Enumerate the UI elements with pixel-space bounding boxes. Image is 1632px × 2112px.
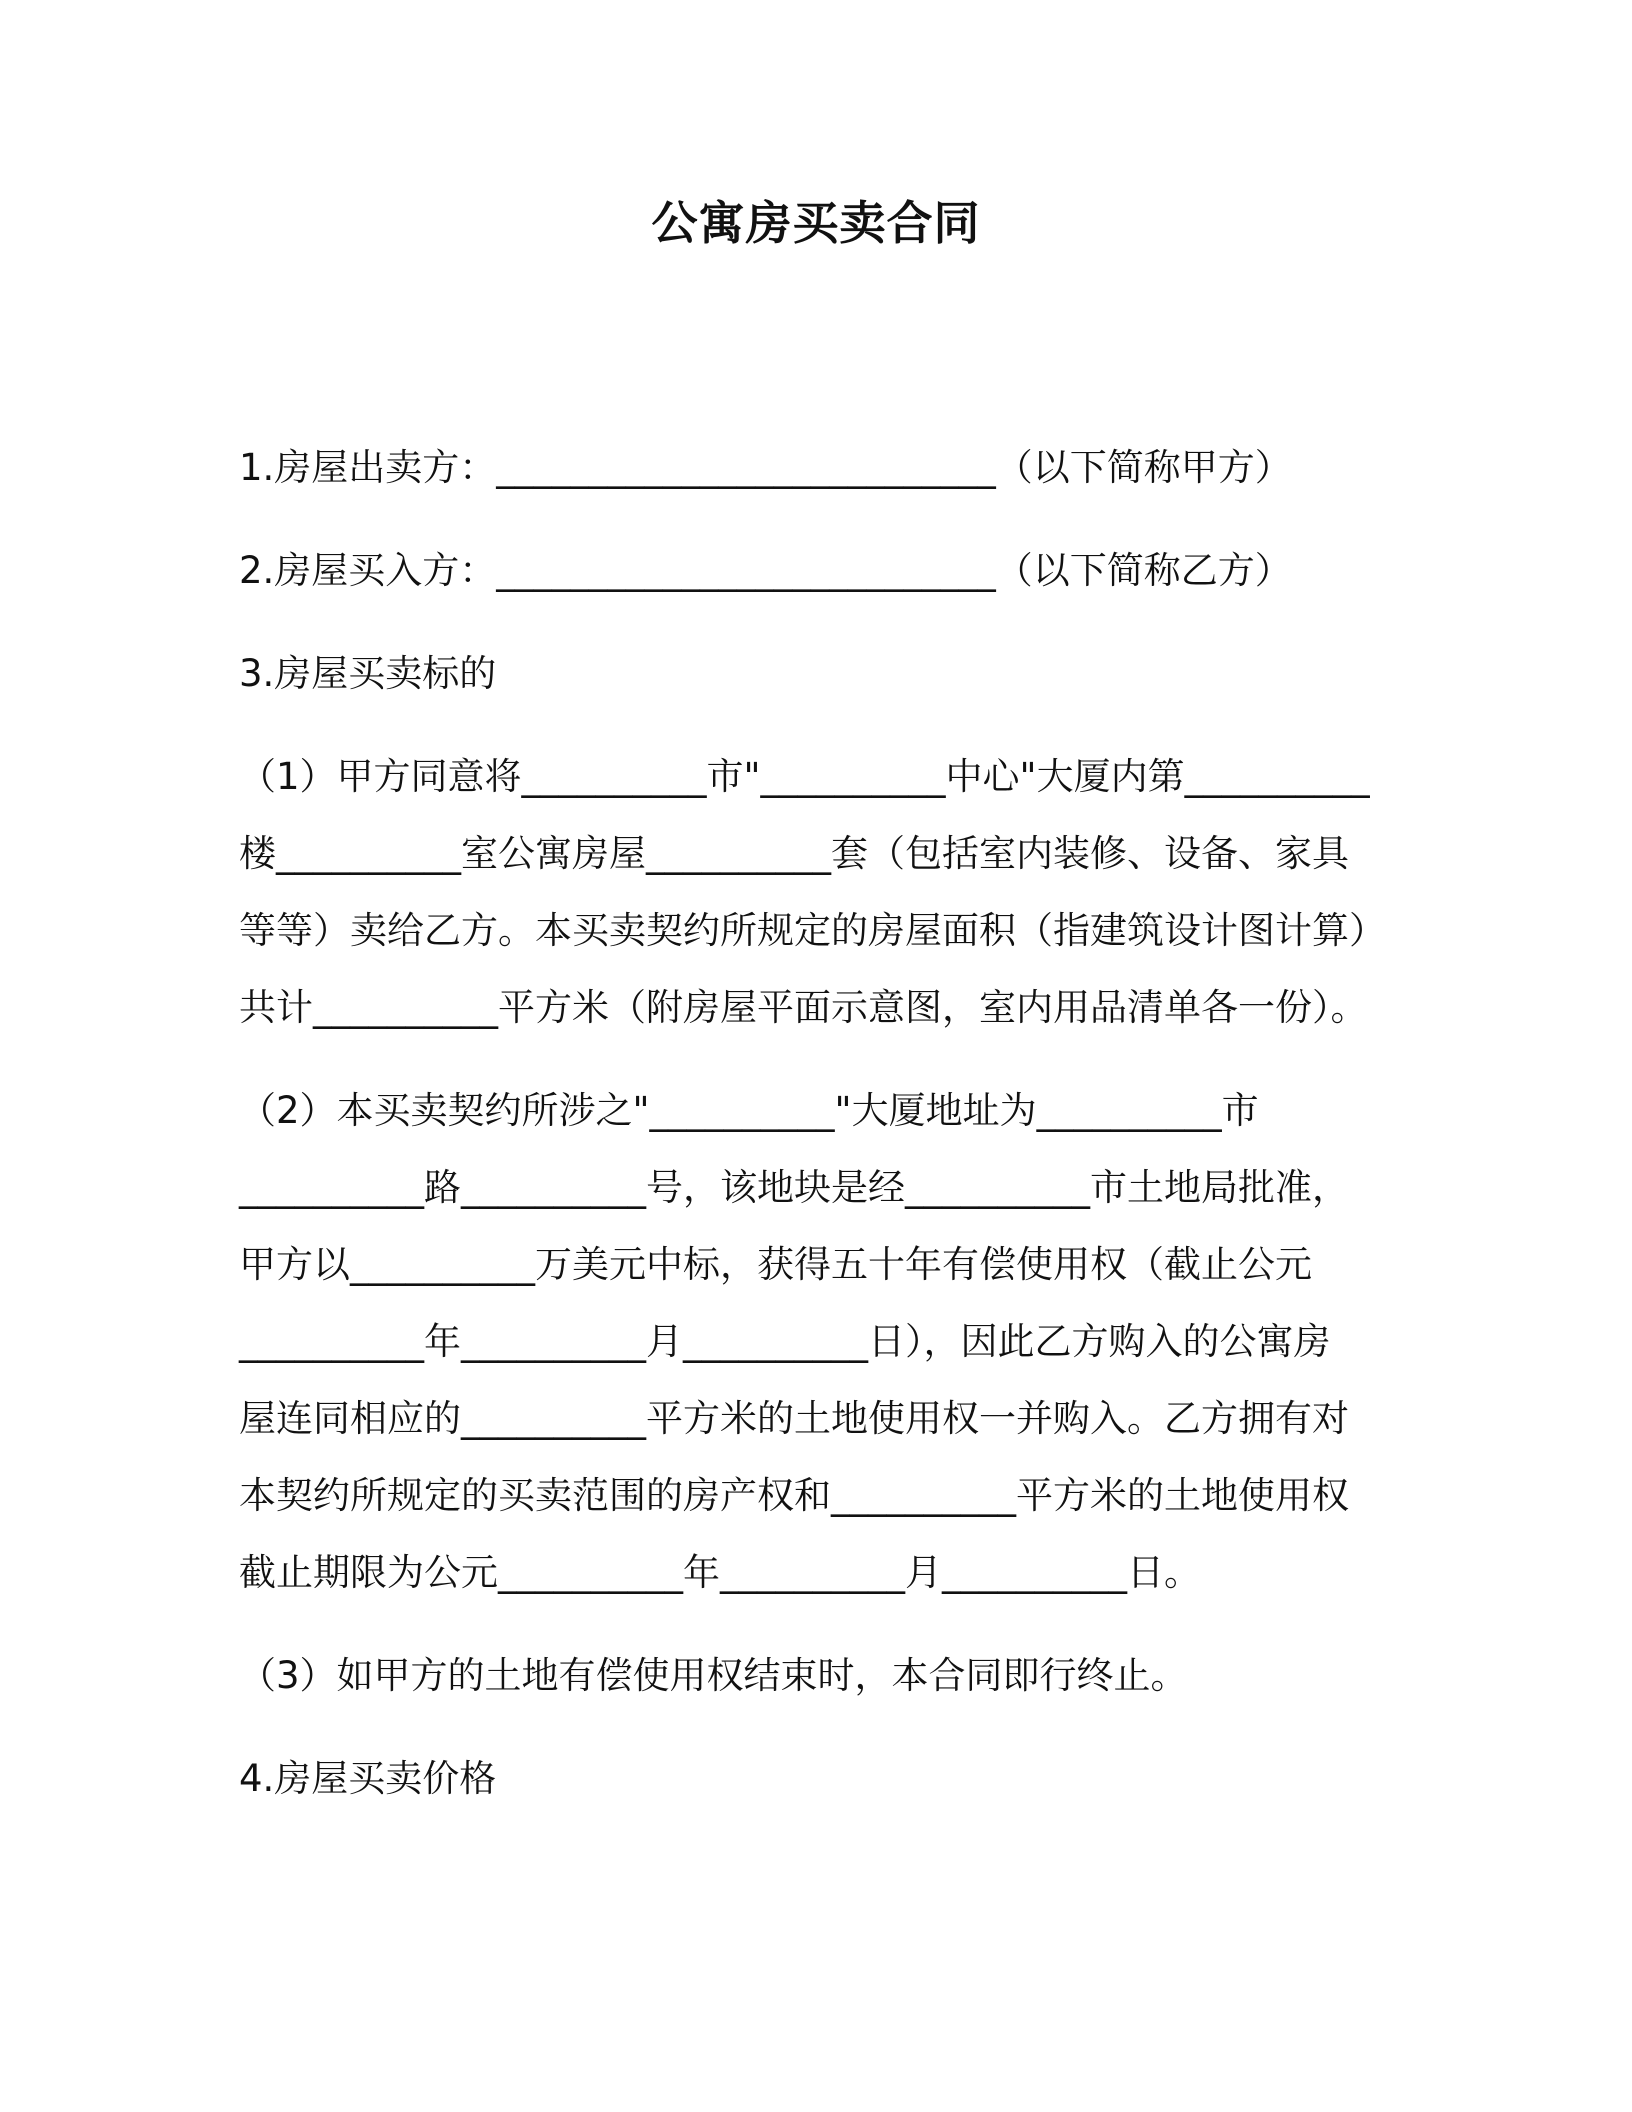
document-title: 公寓房买卖合同	[651, 196, 981, 250]
clause-3-3: （3）如甲方的土地有偿使用权结束时，本合同即行终止。	[239, 1654, 1188, 1697]
seller-line: 1.房屋出卖方：___________________________（以下简称甲方）	[239, 446, 1292, 489]
clause-3-2-line-6: 本契约所规定的买卖范围的房产权和__________平方米的土地使用权	[239, 1474, 1349, 1517]
clause-3-2-line-3: 甲方以__________万美元中标，获得五十年有偿使用权（截止公元	[239, 1243, 1312, 1286]
clause-3-1-line-4: 共计__________平方米（附房屋平面示意图，室内用品清单各一份）。	[239, 986, 1368, 1029]
section-3-heading: 3.房屋买卖标的	[239, 652, 497, 695]
clause-3-2-line-2: __________路__________号，该地块是经__________市土地局批准，	[239, 1166, 1349, 1209]
clause-3-1-line-3: 等等）卖给乙方。本买卖契约所规定的房屋面积（指建筑设计图计算）	[239, 909, 1386, 952]
clause-3-2-line-7: 截止期限为公元__________年__________月__________日。	[239, 1551, 1201, 1594]
clause-3-2-line-1: （2）本买卖契约所涉之"__________"大厦地址为__________市	[239, 1089, 1259, 1132]
section-4-heading: 4.房屋买卖价格	[239, 1757, 497, 1800]
clause-3-2-line-4: __________年__________月__________日），因此乙方购入的公寓房	[239, 1320, 1331, 1363]
clause-3-1-line-1: （1）甲方同意将__________市"__________中心"大厦内第__________	[239, 755, 1370, 798]
clause-3-2-line-5: 屋连同相应的__________平方米的土地使用权一并购入。乙方拥有对	[239, 1397, 1349, 1440]
clause-3-1-line-2: 楼__________室公寓房屋__________套（包括室内装修、设备、家具	[239, 832, 1349, 875]
buyer-line: 2.房屋买入方：___________________________（以下简称乙方）	[239, 549, 1292, 592]
